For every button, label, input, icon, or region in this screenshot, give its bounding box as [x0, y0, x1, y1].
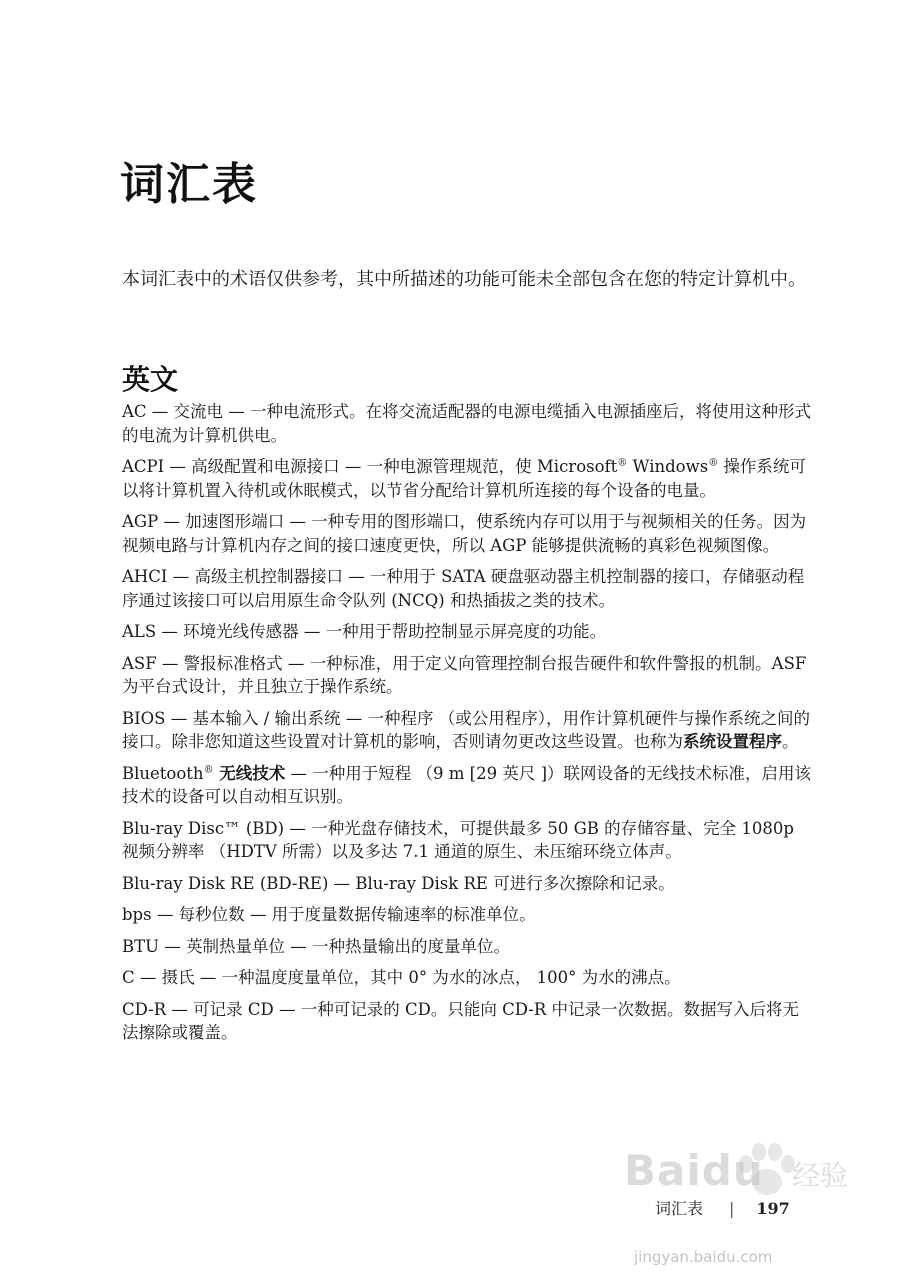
entry-definition: — 摄氏 — 一种温度度量单位，其中 0° 为水的冰点， 100° 为水的沸点。 [134, 968, 681, 987]
entry-definition: — 环境光线传感器 — 一种用于帮助控制显示屏亮度的功能。 [156, 622, 607, 641]
entry-term: ALS [122, 622, 157, 641]
glossary-entry [122, 455, 812, 502]
paw-icon [732, 1142, 802, 1198]
footer-label: 词汇表 [655, 1199, 704, 1218]
watermark-cn: 经验 [792, 1159, 849, 1192]
entry-term: AHCI [122, 567, 168, 586]
glossary-entry [122, 565, 812, 612]
registered-mark: ® [708, 457, 719, 469]
glossary-entry [122, 935, 812, 959]
section-heading: 英文 [122, 363, 179, 396]
watermark-brand [624, 1146, 764, 1195]
entry-term: ASF [122, 653, 157, 673]
intro-paragraph: 本词汇表中的术语仅供参考，其中所描述的功能可能未全部包含在您的特定计算机中。 [122, 269, 806, 290]
entry-term: Blu-ray Disk RE (BD-RE) [122, 873, 329, 893]
entry-definition: — 一种用于短程 （9 m [29 英尺 ]）联网设备的无线技术标准，启用该技术的设备可以自动相互识别。 [122, 763, 812, 806]
entry-definition: — 每秒位数 — 用于度量数据传输速率的标准单位。 [151, 905, 536, 924]
registered-mark: ® [203, 764, 214, 775]
glossary-entry [122, 966, 812, 990]
entry-definition: — 基本输入 / 输出系统 — 一种程序 （或公用程序），用作计算机硬件与操作系统之间的接口。除非您知道这些设置对计算机的影响，否则请勿更改这些设置。也称为 [122, 708, 811, 751]
entry-definition: Windows [627, 457, 709, 476]
entry-definition: — 交流电 — 一种电流形式。在将交流适配器的电源电缆插入电源插座后，将使用这种形式的电流为计算机供电。 [122, 402, 812, 445]
entry-definition: — 英制热量单位 — 一种热量输出的度量单位。 [159, 936, 511, 956]
entry-definition: — 警报标准格式 — 一种标准，用于定义向管理控制台报告硬件和软件警报的机制。ASF 为平台式设计，并且独立于操作系统。 [122, 653, 807, 696]
watermark-brand-a: Bai [624, 1146, 702, 1195]
entry-term: Bluetooth [122, 763, 204, 783]
entry-term: C [122, 968, 135, 987]
watermark-brand-b: du [701, 1146, 764, 1195]
glossary-entry [122, 620, 812, 644]
glossary-entry [122, 652, 812, 699]
page-footer [655, 1196, 790, 1219]
entry-definition: — 一种光盘存储技术，可提供最多 50 GB 的存储容量、完全 1080p 视频分辨率 （HDTV 所需）以及多达 7.1 通道的原生、未压缩环绕立体声。 [122, 818, 794, 861]
entry-term: bps [122, 905, 152, 924]
glossary-entries [122, 400, 812, 1053]
entry-term: CD-R [122, 999, 167, 1019]
entry-term: AC [122, 402, 147, 421]
entry-term: BIOS [122, 708, 166, 728]
glossary-entry [122, 510, 812, 557]
page-number: 197 [756, 1199, 790, 1218]
entry-term: BTU [122, 936, 160, 956]
entry-definition: — 可记录 CD — 一种可记录的 CD。只能向 CD-R 中记录一次数据。数据写入后将无法擦除或覆盖。 [122, 999, 799, 1042]
entry-term: AGP [122, 512, 159, 531]
registered-mark: ® [617, 457, 628, 469]
page-title: 词汇表 [120, 159, 258, 210]
entry-definition: — 高级主机控制器接口 — 一种用于 SATA 硬盘驱动器主机控制器的接口，存储驱动程序通过该接口可以启用原生命令队列 (NCQ) 和热插拔之类的技术。 [122, 567, 805, 610]
glossary-entry [122, 707, 812, 754]
entry-definition-tail: 。 [782, 732, 799, 751]
glossary-entry [122, 903, 812, 927]
glossary-entry [122, 400, 812, 447]
footer-separator: | [729, 1199, 735, 1218]
glossary-entry [122, 998, 812, 1045]
entry-term: ACPI [122, 457, 165, 476]
entry-definition: — 高级配置和电源接口 — 一种电源管理规范，使 Microsoft [164, 457, 618, 476]
entry-definition: — 加速图形端口 — 一种专用的图形端口，使系统内存可以用于与视频相关的任务。因为视频电路与计算机内存之间的接口速度更快，所以 AGP 能够提供流畅的真彩色视频图像。 [122, 512, 807, 555]
cross-reference: 系统设置程序 [683, 732, 782, 751]
entry-term: Blu-ray Disc™ (BD) [122, 818, 285, 838]
entry-definition: — Blu-ray Disk RE 可进行多次擦除和记录。 [328, 873, 675, 893]
watermark-url: jingyan.baidu.com [634, 1248, 773, 1266]
glossary-entry [122, 817, 812, 864]
entry-term-bold: 无线技术 [213, 763, 286, 783]
glossary-entry [122, 872, 812, 896]
glossary-entry [122, 762, 812, 809]
entry-definition: 操作系统可以将计算机置入待机或休眠模式，以节省分配给计算机所连接的每个设备的电量。 [122, 457, 806, 500]
